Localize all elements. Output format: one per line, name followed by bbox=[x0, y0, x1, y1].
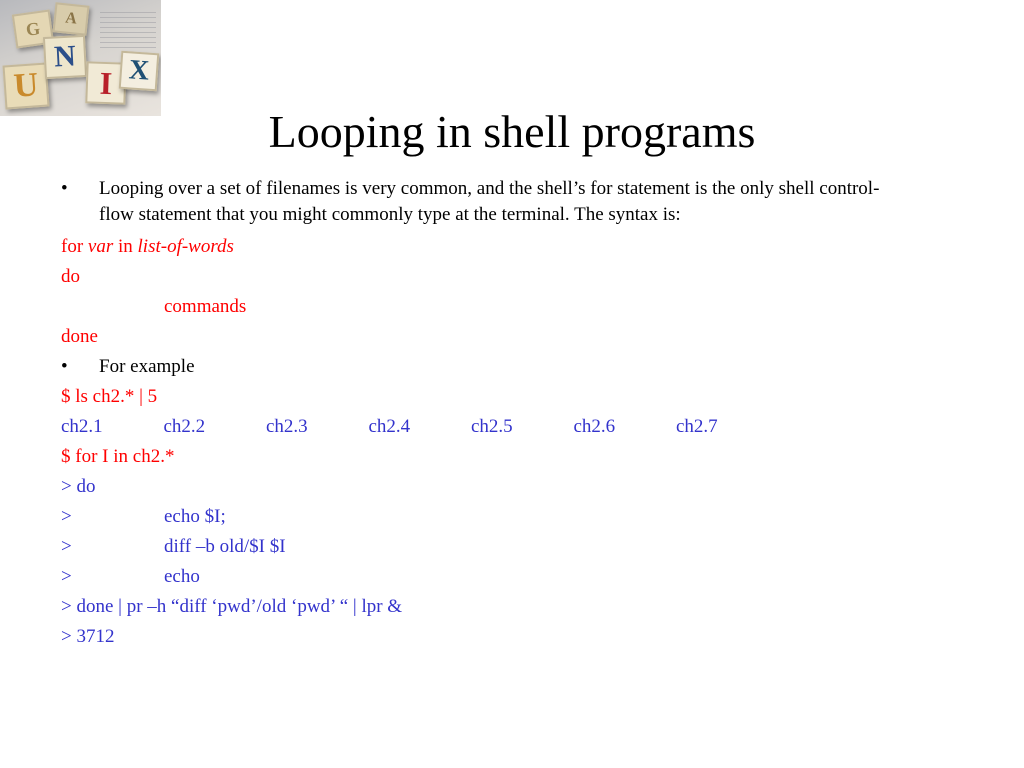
bullet-text: Looping over a set of filenames is very common, and the shell’s for statement is the only shell control-flow statement that you might commonly type at the terminal. The syntax is: bbox=[99, 178, 880, 225]
unix-blocks-logo bbox=[0, 0, 161, 116]
file-list bbox=[61, 412, 961, 442]
file-name: ch2.6 bbox=[573, 416, 616, 437]
bullet-text: For example bbox=[99, 356, 195, 377]
example-ls-command: $ ls ch2.* | 5 bbox=[61, 386, 158, 407]
bullet-intro bbox=[61, 176, 913, 228]
example-pid-line: > 3712 bbox=[61, 626, 115, 647]
example-for-command: $ for I in ch2.* bbox=[61, 446, 175, 467]
prompt: > bbox=[61, 506, 72, 527]
in-keyword: in bbox=[113, 236, 138, 257]
file-name: ch2.5 bbox=[471, 416, 513, 437]
syntax-commands-line bbox=[61, 292, 961, 322]
toy-block: G bbox=[12, 10, 54, 49]
file-name: ch2.3 bbox=[266, 416, 308, 437]
block-u: U bbox=[3, 63, 50, 110]
echo-text: echo bbox=[164, 566, 200, 587]
block-i: I bbox=[85, 61, 126, 104]
example-echo-line bbox=[61, 562, 961, 592]
example-do-line: > do bbox=[61, 476, 96, 497]
bullet-example bbox=[61, 352, 913, 382]
commands-text: commands bbox=[164, 296, 247, 317]
bullet-marker: • bbox=[61, 178, 68, 199]
example-diff-line bbox=[61, 532, 961, 562]
toy-block: A bbox=[53, 2, 90, 35]
syntax-do-line: do bbox=[61, 266, 80, 287]
syntax-done-line: done bbox=[61, 326, 98, 347]
prompt: > bbox=[61, 536, 72, 557]
block-x: X bbox=[119, 51, 160, 92]
syntax-for-line bbox=[61, 232, 961, 262]
echo-i-text: echo $I; bbox=[164, 506, 226, 527]
slide-body bbox=[61, 176, 961, 652]
diff-text: diff –b old/$I $I bbox=[164, 536, 286, 557]
file-name: ch2.7 bbox=[676, 416, 718, 437]
prompt: > bbox=[61, 566, 72, 587]
file-name: ch2.1 bbox=[61, 416, 103, 437]
example-done-line: > done | pr –h “diff ‘pwd’/old ‘pwd’ “ | lpr & bbox=[61, 596, 403, 617]
slide-title: Looping in shell programs bbox=[268, 106, 756, 157]
for-keyword: for bbox=[61, 236, 88, 257]
file-name: ch2.4 bbox=[368, 416, 411, 437]
list-placeholder: list-of-words bbox=[137, 236, 234, 257]
bullet-marker: • bbox=[61, 356, 68, 377]
var-placeholder: var bbox=[87, 236, 114, 257]
block-n: N bbox=[43, 35, 87, 79]
example-echo-i-line bbox=[61, 502, 961, 532]
file-name: ch2.2 bbox=[163, 416, 206, 437]
paper-background bbox=[100, 8, 156, 48]
